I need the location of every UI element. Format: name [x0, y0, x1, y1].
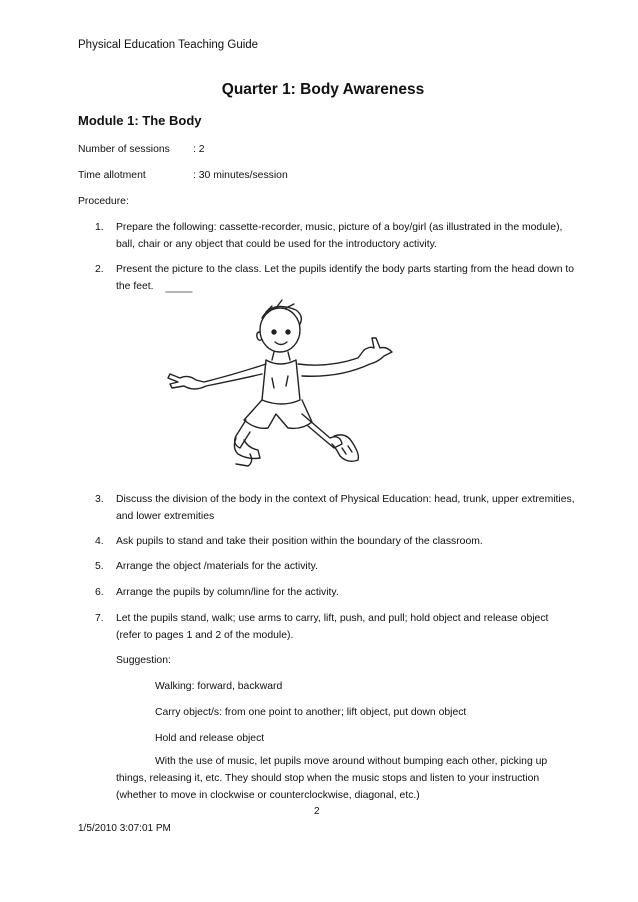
- sessions-value: : 2: [193, 144, 205, 155]
- suggestion-line: Carry object/s: from one point to another; lift object, put down object: [155, 707, 467, 718]
- suggestion-label: Suggestion:: [116, 655, 171, 666]
- suggestion-paragraph: With the use of music, let pupils move around without bumping each other, picking up things, releasing it, etc. They should stop when the music stops and listen to your instruction (whether to move in clockwise or counterclockwise, diagonal, etc.): [116, 756, 548, 801]
- suggestion-line: Hold and release object: [155, 733, 265, 744]
- list-item: Discuss the division of the body in the context of Physical Education: head, trunk, upper extremities, and lower extremities: [116, 494, 575, 522]
- suggestion-line: Walking: forward, backward: [155, 681, 283, 692]
- running-header: Physical Education Teaching Guide: [78, 39, 259, 51]
- sessions-label: Number of sessions: [78, 144, 170, 155]
- module-heading: Module 1: The Body: [78, 113, 202, 128]
- time-value: : 30 minutes/session: [193, 170, 288, 181]
- list-item: Arrange the object /materials for the activity.: [116, 561, 318, 572]
- procedure-label: Procedure:: [78, 196, 129, 207]
- boy-illustration: [162, 288, 410, 470]
- list-item: Prepare the following: cassette-recorder, music, picture of a boy/girl (as illustrated in the module), ball, chair or any object that could be used for the introductory activity.: [116, 222, 563, 250]
- time-label: Time allotment: [78, 170, 146, 181]
- list-item: Present the picture to the class. Let the pupils identify the body parts starting from the head down to the feet.: [116, 264, 575, 292]
- item-number: 2.: [95, 264, 104, 275]
- item-number: 5.: [95, 561, 104, 572]
- item-number: 6.: [95, 587, 104, 598]
- list-item: Let the pupils stand, walk; use arms to carry, lift, push, and pull; hold object and release object (refer to pages 1 and 2 of the module).: [116, 613, 549, 641]
- page-number: 2: [314, 806, 320, 817]
- item-number: 1.: [95, 222, 104, 233]
- list-item: Ask pupils to stand and take their position within the boundary of the classroom.: [116, 536, 483, 547]
- item-number: 7.: [95, 613, 104, 624]
- item-number: 3.: [95, 494, 104, 505]
- page-title: [0, 81, 638, 99]
- footer-timestamp: 1/5/2010 3:07:01 PM: [78, 823, 171, 834]
- item-number: 4.: [95, 536, 104, 547]
- page-title-text: Quarter 1: Body Awareness: [221, 81, 425, 98]
- list-item: Arrange the pupils by column/line for the activity.: [116, 587, 339, 598]
